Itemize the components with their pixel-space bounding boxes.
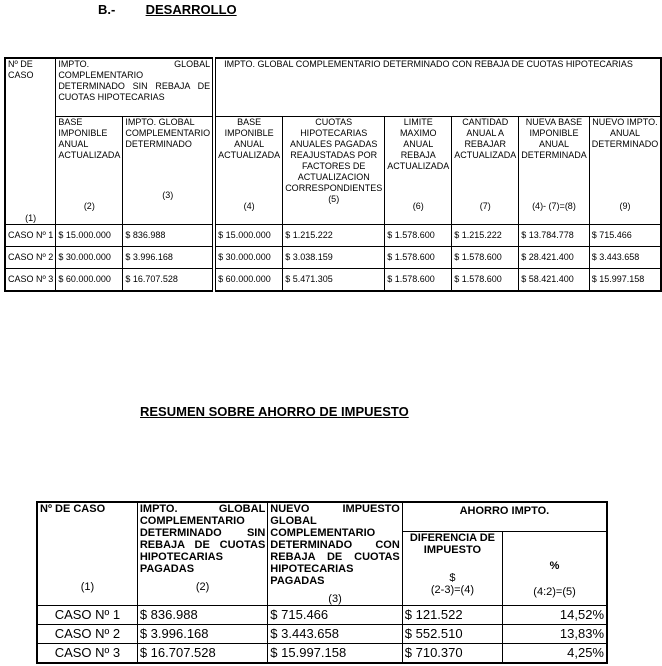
table-row: CASO Nº 2 $ 30.000.000 $ 3.996.168 $ 30.000.000 $ 3.038.159 $ 1.578.600 $ 1.578.600 $ 28.421.400 $ 3.443.658 [5,247,661,269]
sub-header-9: NUEVO IMPTO. ANUAL DETERMINADO (9) [589,116,661,224]
table-row: CASO Nº 2 $ 3.996.168 $ 3.443.658 $ 552.510 13,83% [37,625,607,644]
sub-header-2: BASE IMPONIBLE ANUAL ACTUALIZADA (2) [56,116,123,224]
development-table [4,57,662,292]
case-number-header: Nº DE CASO (1) [5,58,56,225]
difference-header: DIFERENCIA DE IMPUESTO $ (2-3)=(4) [402,532,502,606]
sub-header-7: CANTIDAD ANUAL A REBAJAR ACTUALIZADA (7) [452,116,519,224]
section-number: B.- [98,2,116,17]
summary-title: RESUMEN SOBRE AHORRO DE IMPUESTO [140,404,409,419]
section-title: DESARROLLO [145,2,237,17]
sub-header-8: NUEVA BASE IMPONIBLE ANUAL DETERMINADA (4)- (7)=(8) [519,116,590,224]
summary-new-tax-header: NUEVO IMPUESTO GLOBAL COMPLEMENTARIO DETERMINADO CON REBAJA DE CUOTAS HIPOTECARIAS PAGADAS (3) [268,502,402,606]
sub-header-6: LIMITE MAXIMO ANUAL REBAJA ACTUALIZADA (6) [385,116,452,224]
sub-header-4: BASE IMPONIBLE ANUAL ACTUALIZADA (4) [214,116,283,224]
sub-header-5: CUOTAS HIPOTECARIAS ANUALES PAGADAS REAJUSTADAS POR FACTORES DE ACTUALIZACION CORRESPONDIENTES (5) [283,116,385,224]
summary-case-header: Nº DE CASO (1) [37,502,137,606]
group-with-rebate-header: IMPTO. GLOBAL COMPLEMENTARIO DETERMINADO CON REBAJA DE CUOTAS HIPOTECARIAS [214,58,661,116]
section-heading [98,2,237,17]
sub-header-3: IMPTO. GLOBAL COMPLEMENTARIO DETERMINADO (3) [123,116,214,224]
table-row: CASO Nº 3 $ 60.000.000 $ 16.707.528 $ 60.000.000 $ 5.471.305 $ 1.578.600 $ 1.578.600 $ 58.421.400 $ 15.997.158 [5,269,661,292]
table-row: CASO Nº 3 $ 16.707.528 $ 15.997.158 $ 710.370 4,25% [37,644,607,664]
percent-header: % (4:2)=(5) [503,532,607,606]
summary-table [36,501,608,664]
summary-without-rebate-header: IMPTO. GLOBAL COMPLEMENTARIO DETERMINADO SIN REBAJA DE CUOTAS HIPOTECARIAS PAGADAS (2) [137,502,267,606]
table-row: CASO Nº 1 $ 836.988 $ 715.466 $ 121.522 14,52% [37,606,607,625]
savings-group-header: AHORRO IMPTO. [402,502,607,532]
table-row: CASO Nº 1 $ 15.000.000 $ 836.988 $ 15.000.000 $ 1.215.222 $ 1.578.600 $ 1.215.222 $ 13.784.778 $ 715.466 [5,225,661,247]
group-without-rebate-header: IMPTO. GLOBAL COMPLEMENTARIO DETERMINADO SIN REBAJA DE CUOTAS HIPOTECARIAS [56,58,214,116]
